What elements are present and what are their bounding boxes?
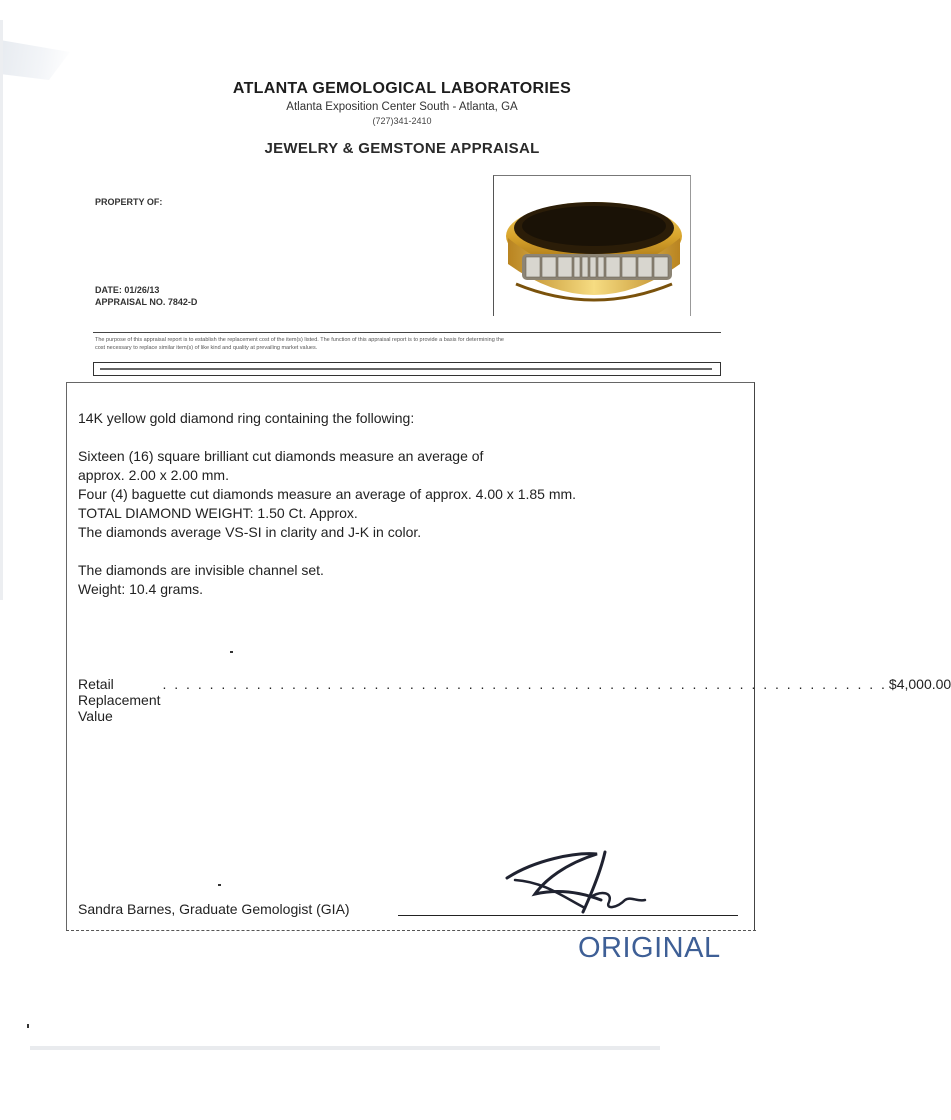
original-stamp: ORIGINAL (578, 932, 721, 964)
divider (93, 332, 721, 333)
valuation-leader: . . . . . . . . . . . . . . . . . . . . . . . . . . . . . . . . . . . . . . . . . . . . . . . . . . . . . . . . . . . . . . (162, 676, 887, 692)
scan-speck (218, 884, 221, 886)
date-field: DATE: 01/26/13 (95, 285, 160, 295)
description-box (66, 382, 755, 931)
document-title: JEWELRY & GEMSTONE APPRAISAL (264, 140, 540, 157)
description-intro: 14K yellow gold diamond ring containing the following: (78, 410, 415, 426)
valuation-row (78, 676, 951, 724)
description-line: Sixteen (16) square brilliant cut diamonds measure an average of (78, 448, 484, 464)
disclaimer-line: cost necessary to replace similar item(s) of like kind and quality at prevailing market values. (95, 345, 318, 351)
valuation-label: Retail Replacement Value (78, 676, 161, 724)
description-line: Weight: 10.4 grams. (78, 581, 204, 597)
description-box-bottom (66, 930, 756, 931)
scan-band (30, 1046, 660, 1050)
disclaimer (95, 336, 715, 352)
lab-phone: (727)341-2410 (372, 116, 432, 126)
appraiser-name: Sandra Barnes, Graduate Gemologist (GIA) (78, 901, 350, 917)
lab-address: Atlanta Exposition Center South - Atlanta, GA (286, 101, 518, 113)
signature-icon (505, 850, 655, 925)
description-line: The diamonds are invisible channel set. (78, 562, 324, 578)
description-line: Four (4) baguette cut diamonds measure an average of approx. 4.00 x 1.85 mm. (78, 486, 577, 502)
scan-speck (27, 1024, 29, 1028)
scan-speck (230, 651, 233, 653)
lab-name: ATLANTA GEMOLOGICAL LABORATORIES (232, 80, 572, 97)
scan-artifact (0, 40, 70, 80)
description-line: approx. 2.00 x 2.00 mm. (78, 467, 229, 483)
description-line: TOTAL DIAMOND WEIGHT: 1.50 Ct. Approx. (78, 505, 358, 521)
appraisal-number: APPRAISAL NO. 7842-D (95, 297, 198, 307)
property-of-label: PROPERTY OF: (95, 197, 163, 207)
valuation-amount: $4,000.00 (888, 676, 951, 692)
decorative-strip-line (100, 368, 712, 370)
disclaimer-line: The purpose of this appraisal report is to establish the replacement cost of the item(s) listed. The function of this appraisal report is to provide a basis for determining the (95, 337, 504, 343)
description-line: The diamonds average VS-SI in clarity and J-K in color. (78, 524, 422, 540)
ring-photo-icon (493, 175, 691, 316)
